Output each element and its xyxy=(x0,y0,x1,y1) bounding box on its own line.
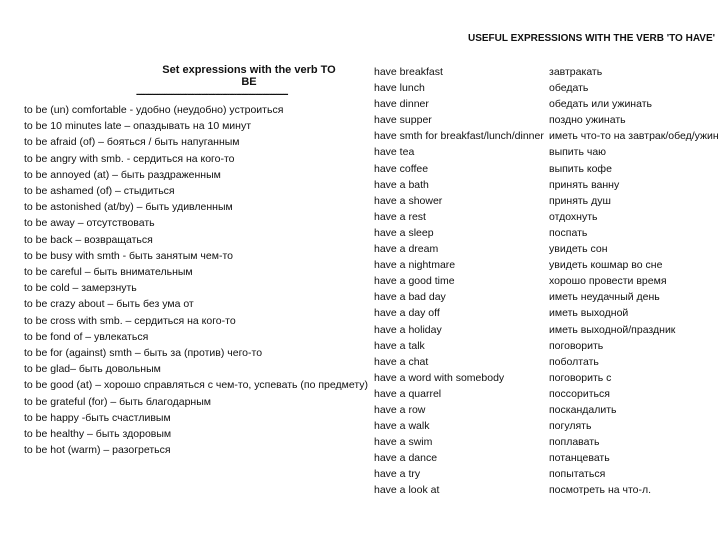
english-expression: have a good time xyxy=(374,275,455,288)
to-have-row xyxy=(374,64,719,80)
english-expression: have a word with somebody xyxy=(374,371,505,384)
to-be-expression: to be astonished (at/by) – быть удивленным xyxy=(24,201,233,214)
to-have-row xyxy=(374,241,719,257)
to-be-expression: to be hot (warm) – разогреться xyxy=(24,444,171,457)
russian-translation: поздно ужинать xyxy=(549,114,626,127)
english-expression: have coffee xyxy=(374,162,429,175)
russian-translation: иметь неудачный день xyxy=(549,291,660,304)
english-expression: have a sleep xyxy=(374,226,434,239)
russian-translation: иметь выходной/праздник xyxy=(549,323,676,336)
to-be-expression: to be 10 minutes late – опаздывать на 10 минут xyxy=(24,120,252,133)
to-have-row xyxy=(374,402,719,418)
russian-translation: поспать xyxy=(549,226,588,239)
to-have-row xyxy=(374,96,719,112)
russian-translation: погулять xyxy=(549,420,592,433)
russian-translation: поговорить xyxy=(549,339,604,352)
russian-translation: поболтать xyxy=(549,355,599,368)
english-expression: have a shower xyxy=(374,194,443,207)
russian-translation: потанцевать xyxy=(549,452,610,465)
english-expression: have a chat xyxy=(374,355,429,368)
to-have-row xyxy=(374,434,719,450)
to-have-row xyxy=(374,144,719,160)
to-be-heading xyxy=(24,64,344,88)
russian-translation: выпить чаю xyxy=(549,146,607,159)
to-have-row xyxy=(374,418,719,434)
english-expression: have a dream xyxy=(374,243,439,256)
to-have-row xyxy=(374,128,719,144)
english-expression: have a rest xyxy=(374,210,426,223)
to-have-row xyxy=(374,305,719,321)
english-expression: have a swim xyxy=(374,436,433,449)
to-be-expression: to be annoyed (at) – быть раздраженным xyxy=(24,168,221,181)
english-expression: have dinner xyxy=(374,98,429,111)
russian-translation: принять душ xyxy=(549,194,611,207)
russian-translation: поговорить с xyxy=(549,371,612,384)
russian-translation: поскандалить xyxy=(549,403,617,416)
to-be-expression: to be cold – замерзнуть xyxy=(24,282,137,295)
to-be-expression: to be glad– быть довольным xyxy=(24,363,161,376)
to-have-row xyxy=(374,209,719,225)
page-title: USEFUL EXPRESSIONS WITH THE VERB 'TO HAVE' xyxy=(468,33,716,44)
to-be-expression: to be (un) comfortable - удобно (неудобно) устроиться xyxy=(24,104,284,116)
to-have-row xyxy=(374,273,719,289)
to-have-row xyxy=(374,193,719,209)
to-have-row xyxy=(374,370,719,386)
russian-translation: иметь что-то на завтрак/обед/ужин xyxy=(549,130,719,143)
english-expression: have a look at xyxy=(374,484,440,497)
heading-divider: ----------------------------------------------------------------- xyxy=(136,89,288,100)
to-be-expression: to be healthy – быть здоровым xyxy=(24,428,172,441)
english-expression: have a holiday xyxy=(374,323,442,336)
russian-translation: завтракать xyxy=(549,66,603,78)
english-expression: have a try xyxy=(374,468,421,481)
to-have-row xyxy=(374,450,719,466)
to-have-row xyxy=(374,354,719,370)
russian-translation: обедать или ужинать xyxy=(549,98,652,111)
english-expression: have a dance xyxy=(374,452,438,465)
to-be-expression: to be ashamed (of) – стыдиться xyxy=(24,185,175,198)
to-be-expression: to be good (at) – хорошо справляться с чем-то, успевать (по предмету) xyxy=(24,379,369,392)
to-have-row xyxy=(374,466,719,482)
to-have-list xyxy=(374,64,719,499)
to-be-expression: to be happy -быть счастливым xyxy=(24,411,171,424)
to-be-expression: to be back – возвращаться xyxy=(24,233,153,246)
to-have-row xyxy=(374,225,719,241)
russian-translation: попытаться xyxy=(549,468,606,481)
russian-translation: выпить кофе xyxy=(549,162,612,175)
to-have-row xyxy=(374,386,719,402)
english-expression: have a nightmare xyxy=(374,259,456,272)
russian-translation: поплавать xyxy=(549,436,600,449)
to-have-row xyxy=(374,338,719,354)
english-expression: have a row xyxy=(374,403,426,416)
english-expression: have a bath xyxy=(374,178,429,191)
to-have-row xyxy=(374,80,719,96)
to-have-row xyxy=(374,257,719,273)
to-be-expression: to be busy with smth - быть занятым чем-то xyxy=(24,249,233,262)
english-expression: have breakfast xyxy=(374,66,443,78)
to-be-expression: to be fond of – увлекаться xyxy=(24,330,149,343)
to-be-list xyxy=(24,102,369,458)
english-expression: have lunch xyxy=(374,82,425,95)
russian-translation: хорошо провести время xyxy=(549,275,667,288)
english-expression: have a quarrel xyxy=(374,387,442,400)
english-expression: have a bad day xyxy=(374,291,446,304)
english-expression: have a walk xyxy=(374,420,430,433)
russian-translation: обедать xyxy=(549,82,589,95)
to-be-expression: to be crazy about – быть без ума от xyxy=(24,298,194,311)
english-expression: have a day off xyxy=(374,307,440,320)
to-have-row xyxy=(374,322,719,338)
to-be-expression: to be careful – быть внимательным xyxy=(24,266,193,279)
to-have-row xyxy=(374,112,719,128)
english-expression: have smth for breakfast/lunch/dinner xyxy=(374,130,544,143)
to-have-row xyxy=(374,177,719,193)
to-have-row xyxy=(374,161,719,177)
to-be-expression: to be grateful (for) – быть благодарным xyxy=(24,395,211,408)
russian-translation: посмотреть на что-л. xyxy=(549,484,652,497)
to-have-row xyxy=(374,289,719,305)
to-be-expression: to be cross with smb. – сердиться на кого-то xyxy=(24,314,236,327)
russian-translation: поссориться xyxy=(549,387,610,400)
to-be-expression: to be angry with smb. - сердиться на кого-то xyxy=(24,152,235,165)
russian-translation: увидеть сон xyxy=(549,243,608,256)
to-be-expression: to be afraid (of) – бояться / быть напуганным xyxy=(24,136,240,149)
russian-translation: иметь выходной xyxy=(549,307,629,320)
english-expression: have tea xyxy=(374,146,415,159)
to-be-heading-text: Set expressions with the verb TO BE xyxy=(162,64,336,88)
russian-translation: принять ванну xyxy=(549,178,620,191)
to-be-section xyxy=(24,64,369,458)
to-have-row xyxy=(374,482,719,498)
russian-translation: увидеть кошмар во сне xyxy=(549,259,663,272)
english-expression: have supper xyxy=(374,114,432,127)
russian-translation: отдохнуть xyxy=(549,210,598,223)
to-be-expression: to be for (against) smth – быть за (против) чего-то xyxy=(24,347,263,360)
to-be-expression: to be away – отсутствовать xyxy=(24,217,155,230)
english-expression: have a talk xyxy=(374,339,425,352)
